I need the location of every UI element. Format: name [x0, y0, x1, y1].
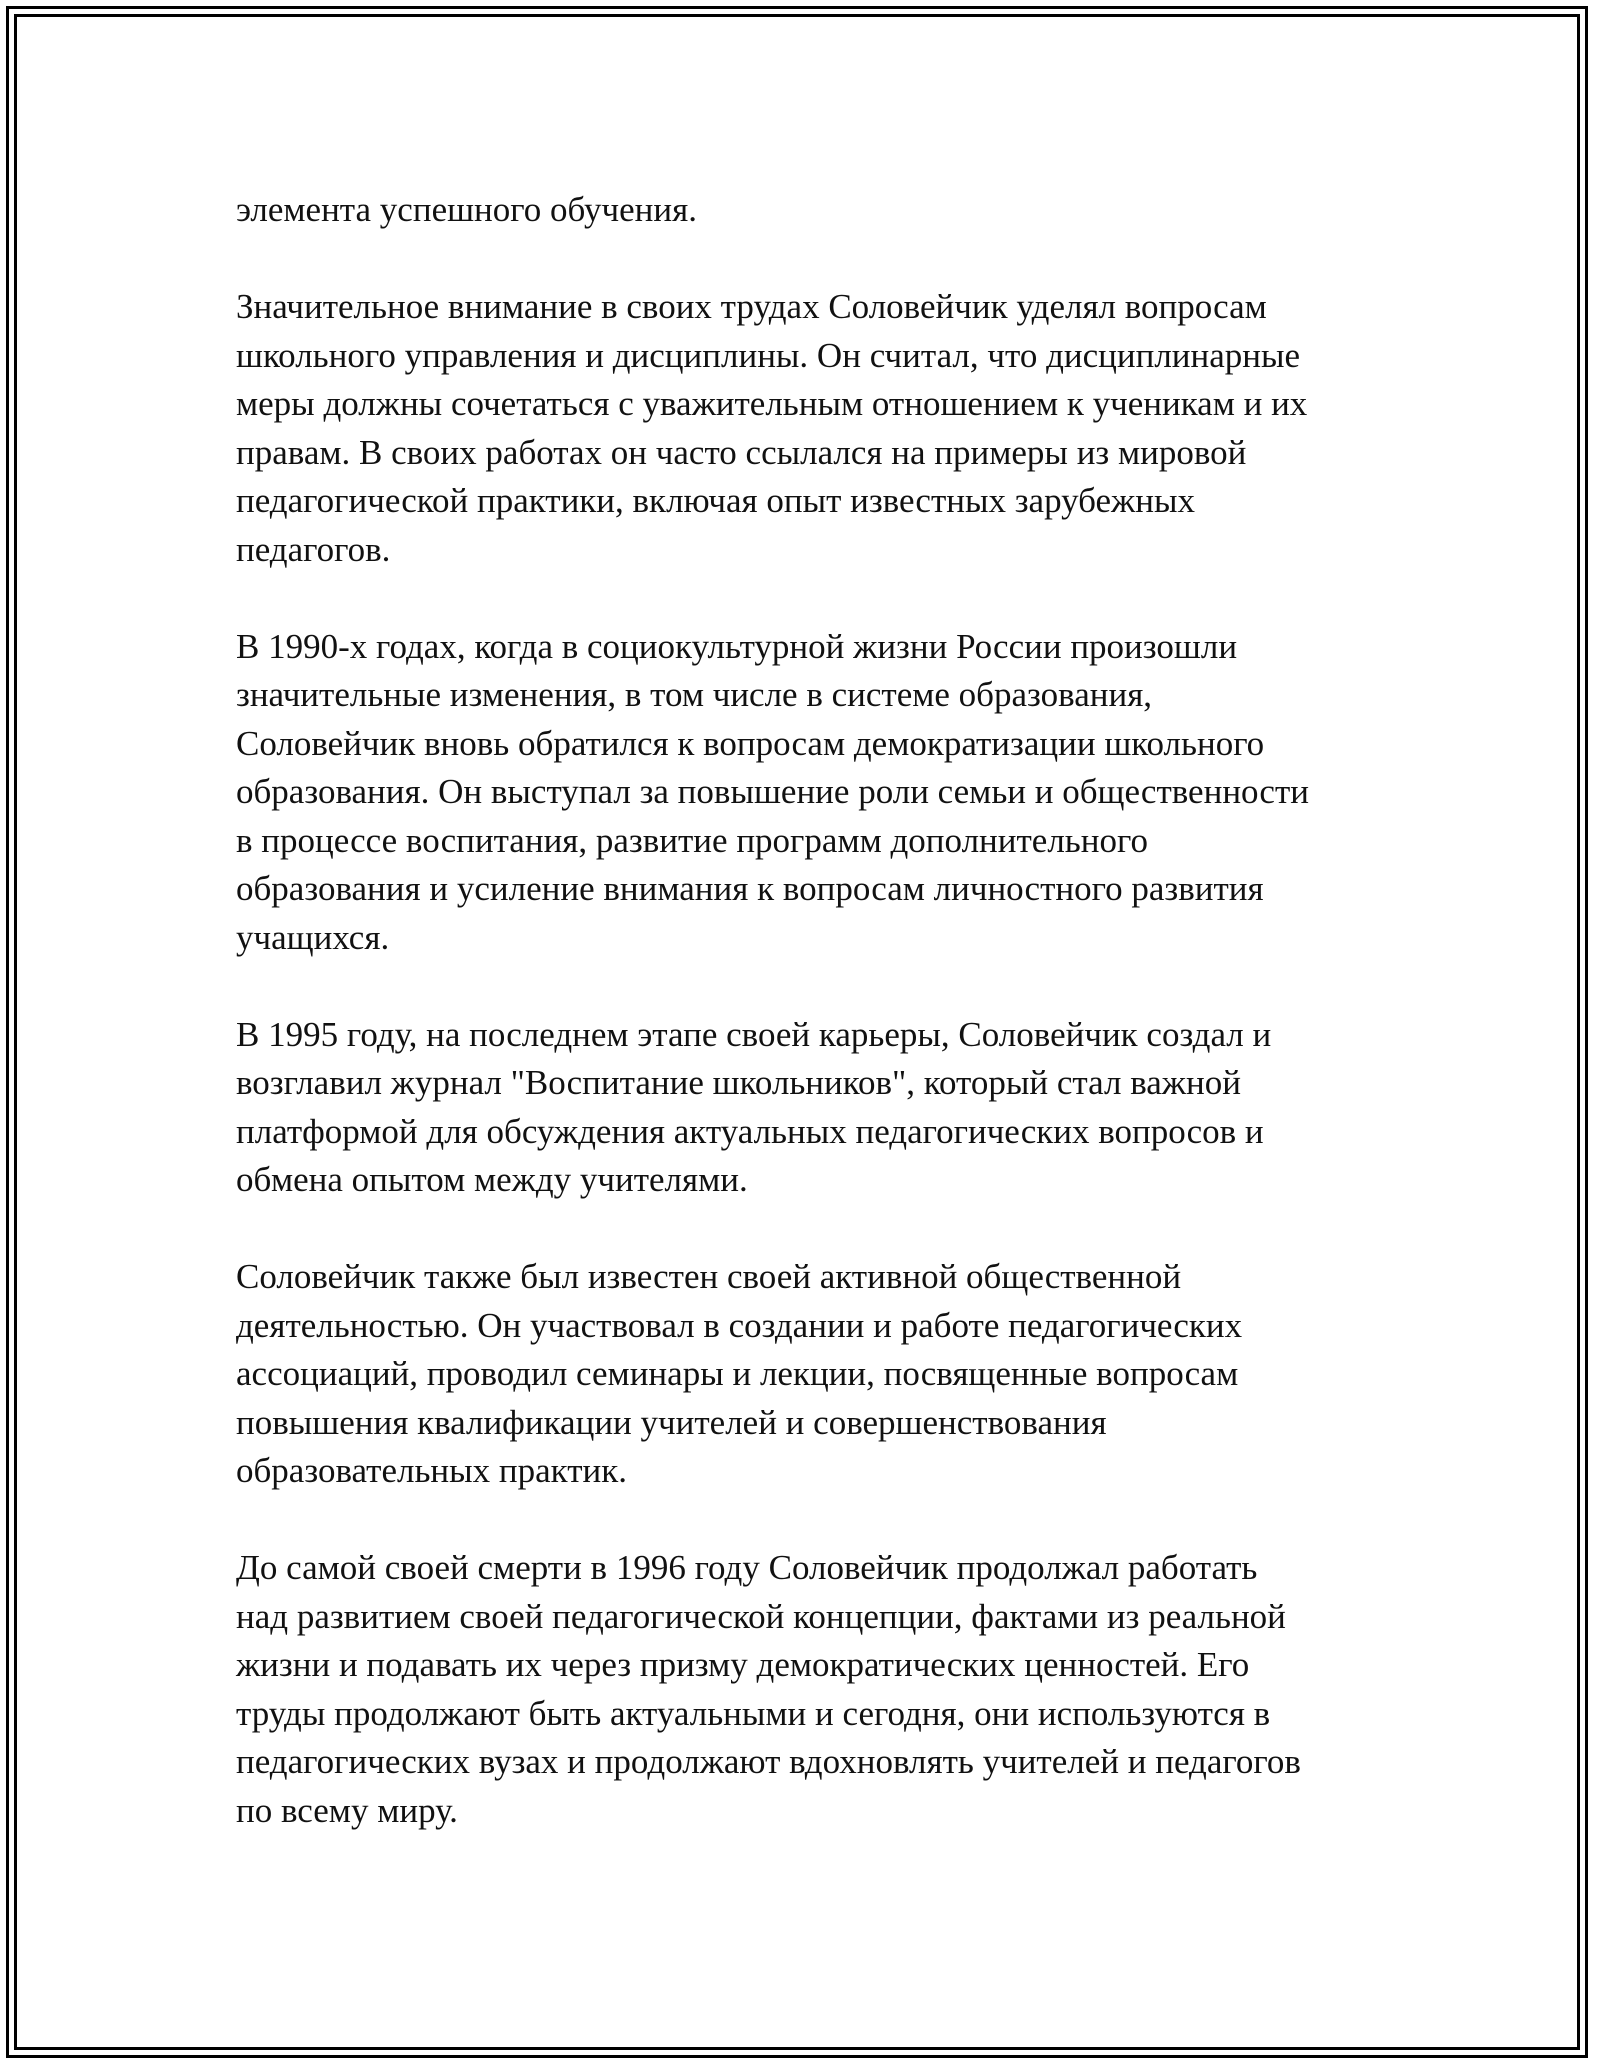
paragraph-5: Соловейчик также был известен своей активной общественной деятельностью. Он участвовал в создании и работе педагогических ассоциаций, проводил семинары и лекции, посвященные вопросам повышения квалификации учителей и совершенствования образовательных практик.	[236, 1257, 1243, 1490]
paragraph-4: В 1995 году, на последнем этапе своей карьеры, Соловейчик создал и возглавил журнал "Воспитание школьников", который стал важной платформой для обсуждения актуальных педагогических вопросов и обмена опытом между учителями.	[236, 1014, 1272, 1199]
paragraph-3: В 1990-х годах, когда в социокультурной жизни России произошли значительные изменения, в том числе в системе образования, Соловейчик вновь обратился к вопросам демократизации школьного образования. Он выступал за повышение роли семьи и общественности в процессе воспитания, развитие программ дополнительного образования и усиление внимания к вопросам личностного развития учащихся.	[236, 626, 1309, 957]
paragraph-2: Значительное внимание в своих трудах Соловейчик уделял вопросам школьного управления и дисциплины. Он считал, что дисциплинарные меры должны сочетаться с уважительным отношением к ученикам и их правам. В своих работах он часто ссылался на примеры из мировой педагогической практики, включая опыт известных зарубежных педагогов.	[236, 287, 1308, 569]
document-body	[236, 186, 1376, 1884]
paragraph-1: элемента успешного обучения.	[236, 190, 697, 229]
paragraph-6: До самой своей смерти в 1996 году Соловейчик продолжал работать над развитием своей педагогической концепции, фактами из реальной жизни и подавать их через призму демократических ценностей. Его труды продолжают быть актуальными и сегодня, они используются в педагогических вузах и продолжают вдохновлять учителей и педагогов по всему миру.	[236, 1548, 1301, 1830]
